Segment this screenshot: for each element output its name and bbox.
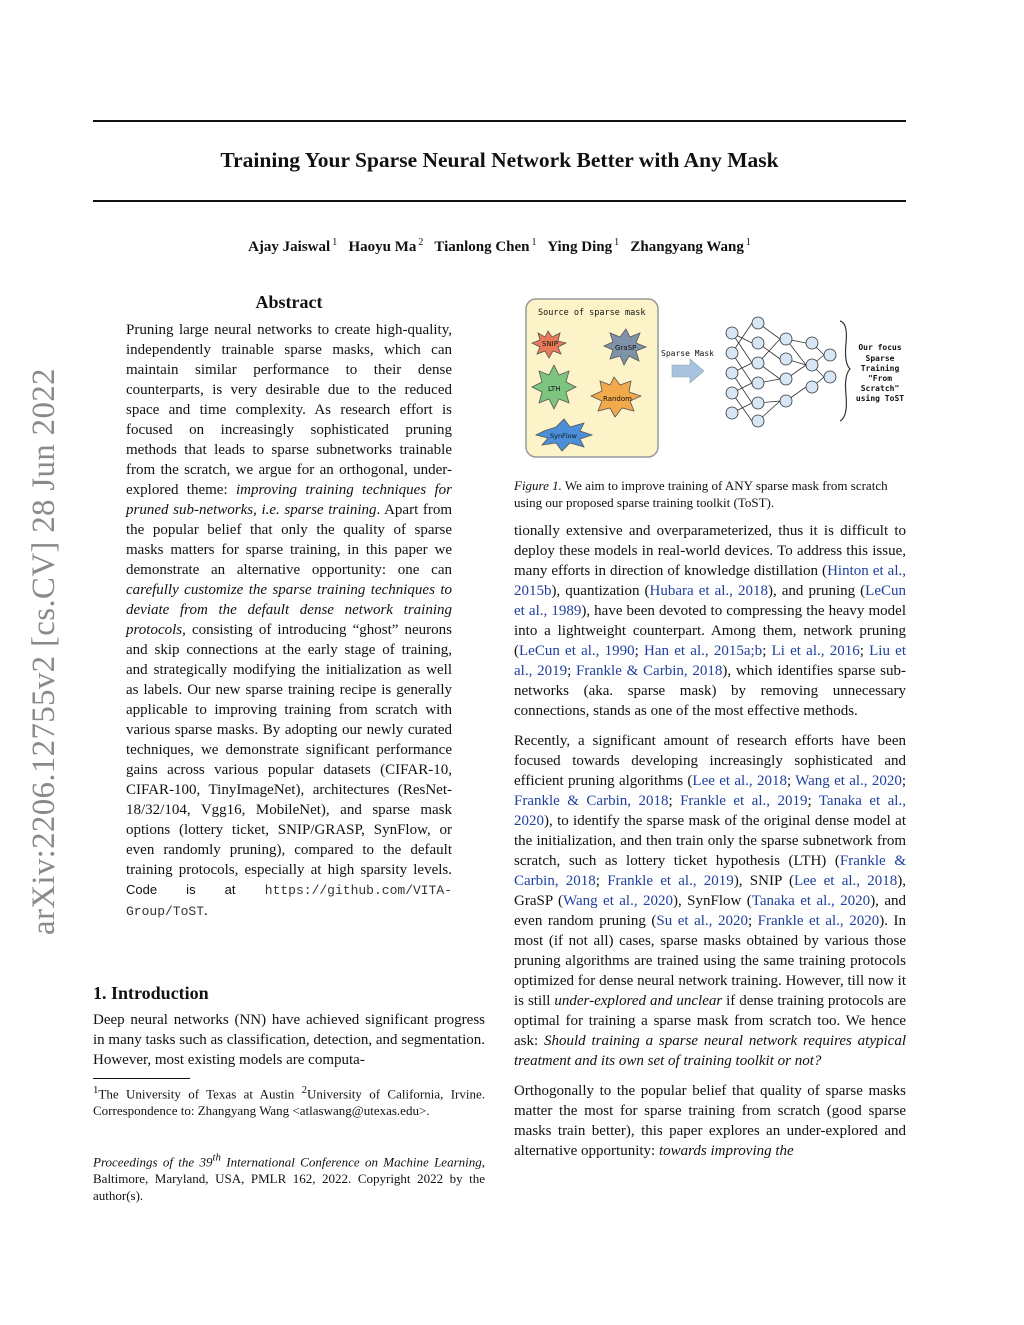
text-run: ; bbox=[901, 773, 906, 789]
text-run: ), to identify the sparse mask of the original dense model at the initialization, and then train only the sparse subnetwork from scratch, such as lottery ticket hypothesis (LTH) ( bbox=[514, 813, 906, 869]
neuron-node bbox=[780, 353, 792, 365]
citation-link[interactable]: Frankle et al., 2019 bbox=[680, 793, 808, 809]
author: Ying Ding $^1$ bbox=[547, 237, 620, 255]
citation-link[interactable]: Wang et al., 2020 bbox=[563, 893, 673, 909]
focus-note bbox=[856, 343, 904, 403]
figure-1 bbox=[514, 293, 906, 465]
code-link[interactable]: https://github.com/VITA-Group/ToST bbox=[126, 883, 452, 919]
author: Tianlong Chen $^1$ bbox=[434, 237, 537, 255]
text-run: tionally extensive and overparameterized, thus it is difficult to deploy these models in real-world devices. To address this issue, many efforts in direction of knowledge distillation ( bbox=[514, 523, 906, 579]
abstract-body: Pruning large neural networks to create high-quality, independently trainable sparse masks, which can maintain similar performance to their dense counterparts, is very desirable due to the reduced space and time complexity. As research effort is focused on increasingly sophisticated pruning methods that leads to sparse subnetworks trainable from the scratch, we argue for an orthogonal, under-explored theme: improving training techniques for pruned sub-networks, i.e. sparse training. Apart from the popular belief that only the quality of sparse masks matters for sparse training, in this paper we demonstrate an alternative opportunity: one can carefully customize the sparse training techniques to deviate from the default dense network training protocols, consisting of introducing “ghost” neurons and skip connections at the early stage of training, and strategically modifying the initialization as well as labels. Our new sparse training recipe is generally applicable to improving training from scratch with various sparse masks. By adopting our newly curated techniques, we demonstrate significant performance gains across various popular datasets (CIFAR-10, CIFAR-100, TinyImageNet), architectures (ResNet-18/32/104, Vgg16, MobileNet), and sparse mask options (lottery ticket, SNIP/GRASP, SynFlow, or even randomly pruning), compared to the default training protocols, especially at high sparsity levels. Code is at https://github.com/VITA-Group/ToST. bbox=[126, 322, 453, 919]
neuron-node bbox=[752, 397, 764, 409]
neuron-node bbox=[806, 381, 818, 393]
neuron-node bbox=[726, 367, 738, 379]
arrow-icon bbox=[672, 359, 704, 383]
svg-text:Scratch": Scratch" bbox=[860, 384, 900, 393]
neuron-node bbox=[726, 387, 738, 399]
citation-link[interactable]: LeCun et al., 1990 bbox=[519, 643, 635, 659]
citation-link[interactable]: Frankle & Carbin, 2018 bbox=[514, 853, 906, 889]
neuron-node bbox=[726, 407, 738, 419]
neuron-node bbox=[824, 349, 836, 361]
citation-link[interactable]: Frankle et al., 2020 bbox=[757, 913, 880, 929]
text-run: ). In most (if not all) cases, sparse masks obtained by various those pruning algorithms are trained using the same training protocols optimized for dense neural network training. However, till now it is still bbox=[514, 913, 906, 1009]
arrow-label: Sparse Mask bbox=[661, 349, 714, 358]
svg-text:"From: "From bbox=[867, 374, 893, 383]
emphasis-text: under-explored and unclear bbox=[554, 993, 723, 1009]
brace-icon bbox=[840, 321, 850, 421]
text-run: Recently, a significant amount of research efforts have been focused towards developing increasingly sophisticated and efficient pruning algorithms ( bbox=[514, 733, 906, 789]
svg-text:Random: Random bbox=[603, 395, 632, 403]
footnote-rule bbox=[93, 1078, 190, 1079]
neuron-node bbox=[752, 337, 764, 349]
citation-link[interactable]: Frankle et al., 2019 bbox=[607, 873, 734, 889]
svg-text:SNIP: SNIP bbox=[542, 340, 558, 348]
title-bottom-rule bbox=[93, 200, 906, 202]
citation-link[interactable]: Han et al., 2015a;b bbox=[644, 643, 763, 659]
citation-link[interactable]: LeCun et al., 1989 bbox=[514, 583, 906, 619]
text-run: ), SynFlow ( bbox=[673, 893, 752, 909]
text-run: ), quantization ( bbox=[551, 583, 650, 599]
text-run: ), and even random pruning ( bbox=[514, 893, 906, 929]
affiliation-footnote: $^1$The University of Texas at Austin $^2$University of California, Irvine. Correspondence to: Zhangyang Wang <atlaswang@utexas.edu>. bbox=[93, 1084, 485, 1119]
citation-link[interactable]: Hinton et al., 2015b bbox=[514, 563, 906, 599]
paragraph bbox=[514, 731, 906, 1071]
neuron-node bbox=[824, 371, 836, 383]
text-run: ; bbox=[786, 773, 796, 789]
author-list bbox=[93, 237, 906, 256]
intro-right-column bbox=[514, 521, 906, 1161]
text-run: ; bbox=[595, 873, 608, 889]
neuron-node bbox=[780, 333, 792, 345]
paragraph bbox=[514, 1081, 906, 1161]
neuron-node bbox=[726, 327, 738, 339]
neuron-node bbox=[752, 377, 764, 389]
citation-link[interactable]: Hubara et al., 2018 bbox=[649, 583, 768, 599]
citation-link[interactable]: Tanaka et al., 2020 bbox=[751, 893, 871, 909]
neuron-node bbox=[752, 415, 764, 427]
paper-title: Training Your Sparse Neural Network Better with Any Mask bbox=[220, 148, 779, 172]
text-run: ; bbox=[859, 643, 870, 659]
text-run: ), and pruning ( bbox=[767, 583, 866, 599]
svg-text:LTH: LTH bbox=[548, 385, 561, 393]
neuron-node bbox=[780, 395, 792, 407]
text-run: ; bbox=[807, 793, 819, 809]
citation-link[interactable]: Su et al., 2020 bbox=[656, 913, 748, 929]
text-run: ), SNIP ( bbox=[733, 873, 794, 889]
text-run: ; bbox=[567, 663, 577, 679]
text-run: ; bbox=[634, 643, 645, 659]
citation-link[interactable]: Tanaka et al., 2020 bbox=[514, 793, 906, 829]
intro-heading: 1. Introduction bbox=[93, 983, 209, 1003]
author: Ajay Jaiswal $^1$ bbox=[248, 237, 338, 255]
neuron-node bbox=[780, 373, 792, 385]
author: Haoyu Ma $^2$ bbox=[348, 237, 424, 255]
title-top-rule bbox=[93, 120, 906, 122]
text-run: if dense training protocols are optimal for training a sparse mask from scratch too. We hence ask: bbox=[514, 993, 906, 1049]
svg-text:using ToST: using ToST bbox=[855, 394, 905, 403]
citation-link[interactable]: Frankle & Carbin, 2018 bbox=[576, 663, 723, 679]
text-run: ; bbox=[747, 913, 758, 929]
svg-text:Sparse: Sparse bbox=[865, 354, 895, 363]
text-run: ), GraSP ( bbox=[514, 873, 906, 909]
text-run: ), have been devoted to compressing the heavy model into a lightweight counterpart. Among them, network pruning ( bbox=[514, 603, 906, 659]
citation-link[interactable]: Wang et al., 2020 bbox=[795, 773, 902, 789]
svg-text:GraSP: GraSP bbox=[615, 344, 637, 352]
svg-text:Training: Training bbox=[860, 364, 900, 373]
text-run: ; bbox=[762, 643, 772, 659]
paragraph bbox=[514, 521, 906, 721]
neuron-node bbox=[752, 357, 764, 369]
neuron-node bbox=[726, 347, 738, 359]
neuron-node bbox=[752, 317, 764, 329]
citation-link[interactable]: Liu et al., 2019 bbox=[514, 643, 907, 679]
intro-paragraph: Deep neural networks (NN) have achieved significant progress in many tasks such as classification, detection, and segmentation. However, most existing models are computa- bbox=[93, 1012, 485, 1068]
svg-text:SynFlow: SynFlow bbox=[550, 432, 577, 440]
text-run: Orthogonally to the popular belief that quality of sparse masks matter the most for sparse training from scratch (good sparse masks train better), this paper explores an under-explored and alternative opportunity: bbox=[514, 1083, 906, 1159]
text-run: ; bbox=[668, 793, 681, 809]
figure-caption: Figure 1. We aim to improve training of ANY sparse mask from scratch using our proposed sparse training toolkit (ToST). bbox=[514, 478, 888, 510]
text-run: ), which identifies sparse sub-networks (aka. sparse mask) by removing unnecessary connections, stands as one of the most effective methods. bbox=[514, 663, 906, 719]
svg-text:Our focus: Our focus bbox=[858, 343, 902, 352]
abstract-heading: Abstract bbox=[255, 292, 323, 312]
neural-network-diagram bbox=[726, 317, 836, 427]
proceedings-note: Proceedings of the 39th International Conference on Machine Learning, Baltimore, Maryland, USA, PMLR 162, 2022. Copyright 2022 by the author(s). bbox=[93, 1152, 485, 1204]
citation-link[interactable]: Lee et al., 2018 bbox=[692, 773, 787, 789]
emphasis-text: towards improving the bbox=[658, 1143, 794, 1159]
neuron-node bbox=[806, 359, 818, 371]
citation-link[interactable]: Lee et al., 2018 bbox=[793, 873, 898, 889]
citation-link[interactable]: Li et al., 2016 bbox=[771, 643, 860, 659]
arxiv-identifier: arXiv:2206.12755v2 [cs.CV] 28 Jun 2022 bbox=[26, 368, 62, 935]
box-title: Source of sparse mask bbox=[538, 308, 646, 318]
emphasis-text: Should training a sparse neural network requires atypical treatment and its own set of training toolkit or not? bbox=[514, 1033, 906, 1069]
neuron-node bbox=[806, 337, 818, 349]
author: Zhangyang Wang $^1$ bbox=[630, 237, 751, 255]
citation-link[interactable]: Frankle & Carbin, 2018 bbox=[514, 793, 669, 809]
